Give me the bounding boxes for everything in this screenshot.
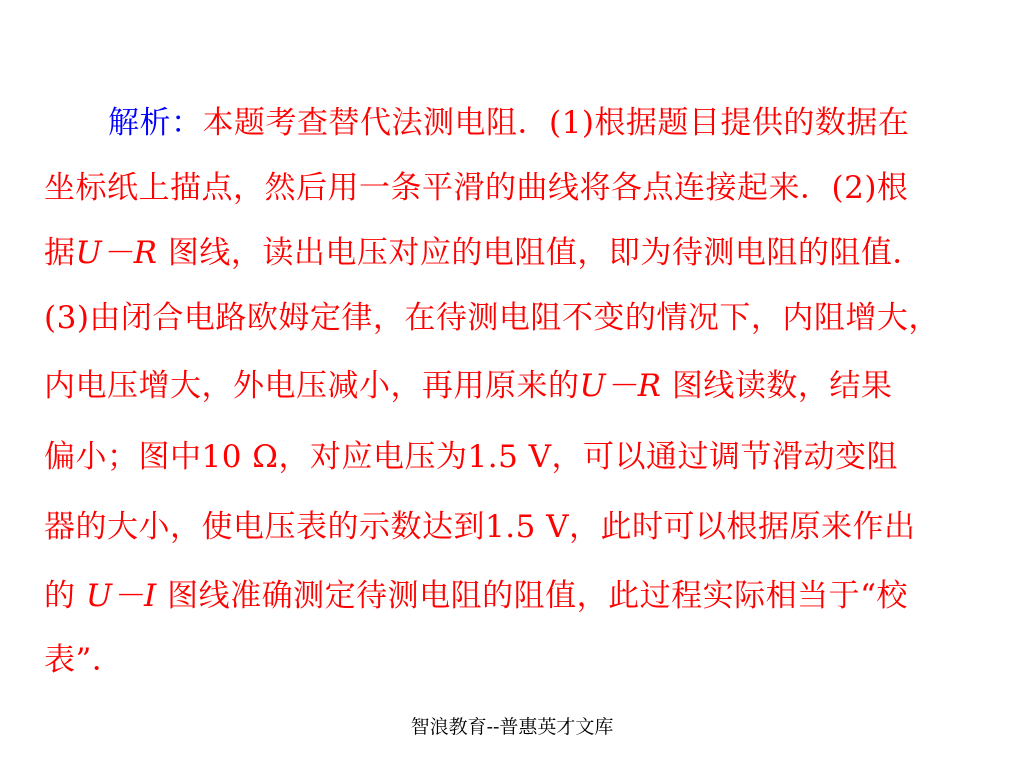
analysis-line-7: 器的大小，使电压表的示数达到1.5 V，此时可以根据原来作出 <box>44 509 916 545</box>
analysis-text: 图线准确测定待测电阻的阻值，此过程实际相当于“校 <box>156 578 908 614</box>
math-formula: U－R <box>579 368 662 404</box>
analysis-line-5 <box>44 366 892 406</box>
analysis-text: 内电压增大，外电压减小，再用原来的 <box>44 368 580 404</box>
analysis-text: 图线，读出电压对应的电阻值，即为待测电阻的阻值． <box>157 235 924 271</box>
math-formula: U－R <box>75 235 158 271</box>
analysis-line-6: 偏小；图中10 Ω，对应电压为1.5 V，可以通过调节滑动变阻 <box>44 439 899 475</box>
analysis-line-8 <box>44 576 908 616</box>
analysis-line-4: (3)由闭合电路欧姆定律，在待测电阻不变的情况下，内阻增大， <box>44 300 940 336</box>
analysis-line-3 <box>44 233 924 273</box>
analysis-text: 的 <box>44 578 86 614</box>
analysis-text: 图线读数，结果 <box>661 368 893 404</box>
footer-text: 智浪教育--普惠英才文库 <box>410 716 614 738</box>
analysis-text: 据 <box>44 235 76 271</box>
math-formula: U－I <box>85 578 157 614</box>
analysis-line-1 <box>108 103 909 143</box>
analysis-line-2: 坐标纸上描点，然后用一条平滑的曲线将各点连接起来．(2)根 <box>44 170 909 206</box>
analysis-label: 解析： <box>108 105 203 141</box>
analysis-line-9: 表”． <box>44 642 124 678</box>
analysis-text: 本题考查替代法测电阻．(1)根据题目提供的数据在 <box>202 105 910 141</box>
